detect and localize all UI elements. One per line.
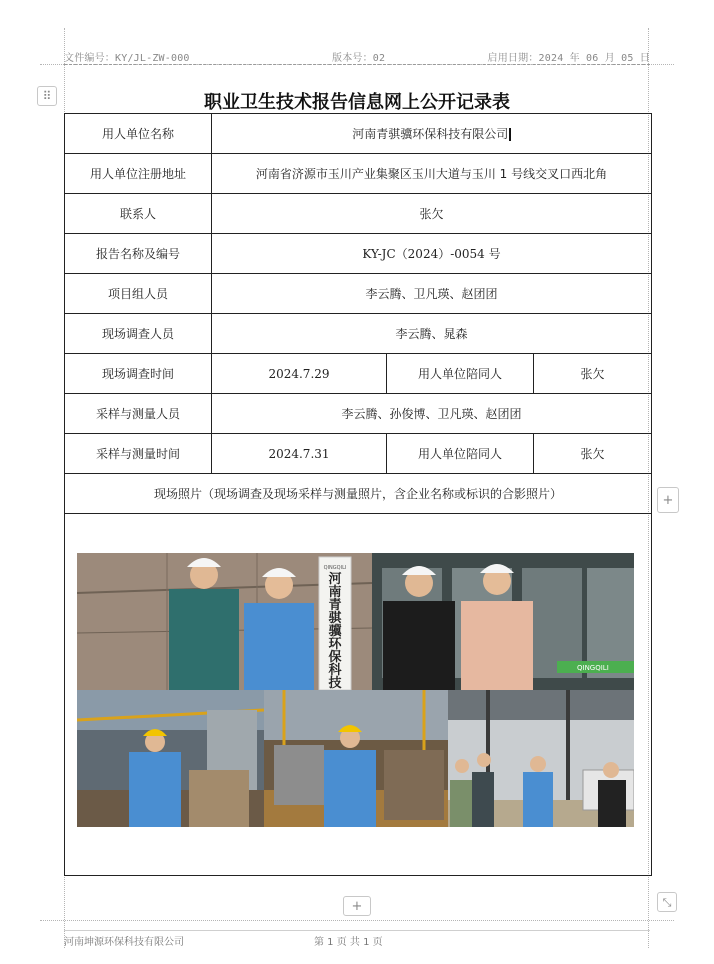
sign-character: 南 bbox=[328, 585, 342, 600]
sign-character: 骥 bbox=[328, 624, 342, 639]
table-row bbox=[65, 194, 652, 234]
site-photo-2[interactable] bbox=[264, 690, 448, 827]
svg-text:QINGQILI: QINGQILI bbox=[323, 565, 347, 571]
plus-icon: + bbox=[662, 492, 674, 508]
site-photo-3[interactable] bbox=[448, 690, 634, 827]
table-row bbox=[65, 394, 652, 434]
document-header bbox=[64, 48, 650, 65]
table-row bbox=[65, 274, 652, 314]
address-label: 用人单位注册地址 bbox=[65, 154, 212, 194]
svg-text:河南青骐骥环保科技 bbox=[327, 571, 342, 690]
sign-character: 青 bbox=[328, 598, 342, 613]
survey-time-label: 现场调查时间 bbox=[65, 354, 212, 394]
survey-staff-value[interactable]: 李云腾、晁森 bbox=[212, 314, 652, 354]
footer-page-number: 第 1 页 共 1 页 bbox=[314, 937, 383, 948]
table-row bbox=[65, 474, 652, 514]
employer-value: 河南青骐骥环保科技有限公司 bbox=[352, 127, 509, 141]
sign-character: 骐 bbox=[328, 611, 342, 626]
table-move-handle[interactable] bbox=[37, 86, 57, 106]
record-table bbox=[64, 113, 652, 876]
table-row bbox=[65, 354, 652, 394]
address-value[interactable]: 河南省济源市玉川产业集聚区玉川大道与玉川 1 号线交叉口西北角 bbox=[212, 154, 652, 194]
sampling-time-label: 采样与测量时间 bbox=[65, 434, 212, 474]
plus-icon: + bbox=[351, 898, 363, 914]
survey-escort-value[interactable]: 张欠 bbox=[534, 354, 652, 394]
sign-character: 河 bbox=[328, 572, 342, 587]
add-row-button[interactable] bbox=[343, 896, 371, 916]
sign-character: 科 bbox=[328, 663, 342, 678]
effective-date: 启用日期：2024 年 06 月 05 日 bbox=[487, 53, 650, 64]
footer-company: 河南坤源环保科技有限公司 bbox=[64, 937, 184, 948]
employer-label: 用人单位名称 bbox=[65, 114, 212, 154]
sign-character: 技 bbox=[328, 676, 342, 690]
sampling-staff-label: 采样与测量人员 bbox=[65, 394, 212, 434]
page-guide-bottom bbox=[40, 920, 674, 921]
team-value[interactable]: 李云腾、卫凡瑛、赵团团 bbox=[212, 274, 652, 314]
contact-value[interactable]: 张欠 bbox=[212, 194, 652, 234]
add-column-button[interactable] bbox=[657, 487, 679, 513]
page-title: 职业卫生技术报告信息网上公开记录表 bbox=[204, 92, 510, 113]
sampling-escort-value[interactable]: 张欠 bbox=[534, 434, 652, 474]
report-label: 报告名称及编号 bbox=[65, 234, 212, 274]
table-row bbox=[65, 154, 652, 194]
table-resize-handle[interactable] bbox=[657, 892, 677, 912]
report-value[interactable]: KY-JC（2024）-0054 号 bbox=[212, 234, 652, 274]
sign-character: 环 bbox=[328, 637, 342, 652]
version-number: 版本号：02 bbox=[332, 53, 386, 64]
table-row bbox=[65, 514, 652, 876]
photos-cell[interactable] bbox=[65, 514, 652, 876]
sampling-time-value[interactable]: 2024.7.31 bbox=[212, 434, 387, 474]
employer-value-cell[interactable] bbox=[212, 114, 652, 154]
survey-staff-label: 现场调查人员 bbox=[65, 314, 212, 354]
table-row bbox=[65, 114, 652, 154]
text-cursor bbox=[509, 128, 511, 141]
company-sign bbox=[327, 571, 342, 690]
site-photo-1[interactable] bbox=[77, 690, 264, 827]
photos-label: 现场照片（现场调查及现场采样与测量照片，含企业名称或标识的合影照片） bbox=[65, 474, 652, 514]
sampling-escort-label: 用人单位陪同人 bbox=[387, 434, 534, 474]
group-photo[interactable] bbox=[77, 553, 634, 690]
table-row bbox=[65, 314, 652, 354]
survey-escort-label: 用人单位陪同人 bbox=[387, 354, 534, 394]
sign-character: 保 bbox=[328, 650, 342, 665]
drag-grip-icon: ⠿ bbox=[42, 89, 52, 103]
sampling-staff-value[interactable]: 李云腾、孙俊博、卫凡瑛、赵团团 bbox=[212, 394, 652, 434]
panel-logo-text: QINGQILI bbox=[577, 664, 609, 672]
team-label: 项目组人员 bbox=[65, 274, 212, 314]
table-row bbox=[65, 234, 652, 274]
contact-label: 联系人 bbox=[65, 194, 212, 234]
file-number: 文件编号：KY/JL-ZW-000 bbox=[64, 53, 190, 64]
resize-icon: ⤡ bbox=[662, 895, 672, 909]
table-row bbox=[65, 434, 652, 474]
survey-time-value[interactable]: 2024.7.29 bbox=[212, 354, 387, 394]
document-footer bbox=[64, 930, 650, 947]
